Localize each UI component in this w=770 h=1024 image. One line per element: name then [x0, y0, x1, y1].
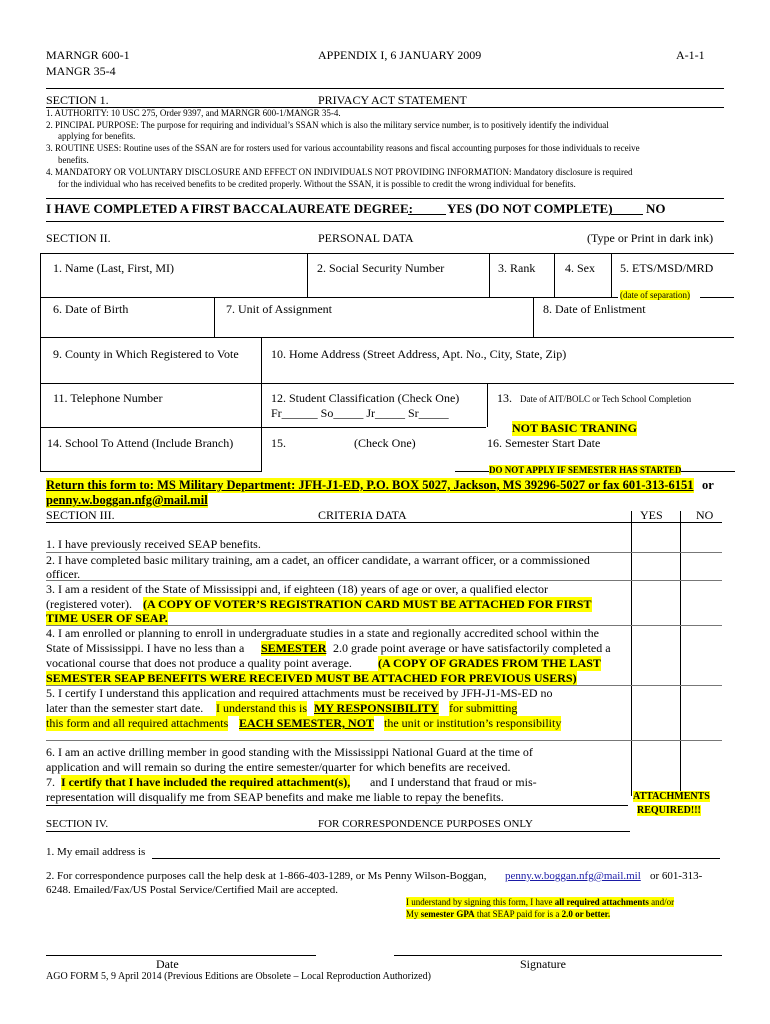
c2-sep	[46, 580, 722, 581]
section2-title: PERSONAL DATA	[318, 231, 414, 245]
privacy-item-2-cont: applying for benefits.	[58, 131, 136, 141]
appendix-title: APPENDIX I, 6 JANUARY 2009	[318, 48, 482, 62]
attachments-required-badge-cont: REQUIRED!!!	[637, 805, 701, 816]
enlistment-field[interactable]: 8. Date of Enlistment	[543, 302, 646, 316]
criterion-5-line2-b: I understand this is	[216, 701, 307, 715]
c5-sep	[46, 740, 722, 741]
signature-label: Signature	[520, 957, 566, 971]
criterion-7-cont: representation will disqualify me from SEAP benefits and make me liable to repay the benefits.	[46, 790, 504, 804]
criterion-5: 5. I certify I understand this application and required attachments must be received by JFH-J1-MS-ED no	[46, 686, 553, 700]
privacy-item-3-cont: benefits.	[58, 155, 89, 165]
row1-sep-a	[307, 253, 308, 297]
ait-note: NOT BASIC TRANING	[512, 421, 637, 435]
section3-label: SECTION III.	[46, 508, 115, 522]
section1-label: SECTION 1.	[46, 93, 109, 107]
page-number: A-1-1	[676, 48, 705, 62]
ets-field[interactable]: 5. ETS/MSD/MRD	[620, 261, 714, 275]
row2-sep-a	[214, 297, 215, 337]
row3-sep-a	[261, 337, 262, 471]
date-line[interactable]	[46, 955, 316, 956]
address-field[interactable]: 10. Home Address (Street Address, Apt. No., City, State, Zip)	[271, 347, 567, 361]
row5-bottom-left	[40, 471, 262, 472]
form-footer: AGO FORM 5, 9 April 2014 (Previous Editions are Obsolete – Local Reproduction Authorized)	[46, 971, 431, 982]
return-instructions: Return this form to: MS Military Department: JFH-J1-ED, P.O. BOX 5027, Jackson, MS 39296-5027 or fax 601-313-6151	[46, 478, 694, 492]
regulation-number-2: MANGR 35-4	[46, 64, 116, 78]
section1-title: PRIVACY ACT STATEMENT	[318, 93, 467, 107]
privacy-item-4: 4. MANDATORY OR VOLUNTARY DISCLOSURE AND EFFECT ON INDIVIDUALS NOT PROVIDING INFORMATION: Mandatory disclosure is required	[46, 167, 633, 177]
unit-field[interactable]: 7. Unit of Assignment	[226, 302, 333, 316]
criterion-1: 1. I have previously received SEAP benefits.	[46, 537, 261, 551]
row1-bottom	[40, 297, 618, 298]
each-semester-emphasis: EACH SEMESTER, NOT	[239, 716, 375, 730]
criteria-header-divider	[46, 522, 722, 523]
criterion-4-line3: vocational course that does not produce a quality point average.	[46, 656, 352, 670]
school-field[interactable]: 14. School To Attend (Include Branch)	[47, 436, 234, 450]
ack-text-c: and/or	[651, 897, 675, 907]
date-label: Date	[156, 957, 179, 971]
privacy-item-3: 3. ROUTINE USES: Routine uses of the SSAN are for rosters used for various accountability reasons and fiscal accounting purposes for those individuals to receive	[46, 143, 640, 153]
yes-column-border	[631, 511, 632, 796]
grades-requirement-cont: SEMESTER SEAP BENEFITS WERE RECEIVED MUST BE ATTACHED FOR PREVIOUS USERS)	[46, 671, 577, 685]
semester-warning: DO NOT APPLY IF SEMESTER HAS STARTED	[489, 465, 682, 475]
email-label: 1. My email address is	[46, 846, 146, 858]
semester-emphasis: SEMESTER	[261, 641, 327, 655]
row4-bottom	[40, 427, 486, 428]
criterion-3: 3. I am a resident of the State of Mississippi and, if eighteen (18) years of age or over, a qualified elector	[46, 582, 549, 596]
return-or: or	[702, 478, 714, 492]
degree-yes-label: YES (DO NOT COMPLETE)	[447, 201, 613, 216]
correspondence-phone: or 601-313-	[650, 870, 703, 882]
correspondence-methods: 6248. Emailed/Fax/US Postal Service/Certified Mail are accepted.	[46, 884, 339, 896]
degree-divider	[46, 221, 724, 222]
criterion-4-line2-b: 2.0 grade point average or have satisfactorily completed a	[333, 641, 611, 655]
ets-note: (date of separation)	[620, 290, 690, 300]
row4-sep-a	[487, 383, 488, 427]
phone-field[interactable]: 11. Telephone Number	[53, 391, 163, 405]
signature-acknowledgement	[406, 897, 674, 907]
personal-data-left-border	[40, 253, 41, 471]
ack-text-b: all required attachments	[554, 897, 649, 907]
section4-title: FOR CORRESPONDENCE PURPOSES ONLY	[318, 818, 533, 830]
degree-no-label: NO	[646, 201, 666, 216]
criterion-2-cont: officer.	[46, 567, 81, 581]
section2-note: (Type or Print in dark ink)	[587, 231, 714, 245]
section4-label: SECTION IV.	[46, 818, 109, 830]
criterion-3-cont: (registered voter).	[46, 597, 132, 611]
email-input-line[interactable]	[152, 858, 720, 859]
row1-sep-c	[554, 253, 555, 297]
criterion-6: 6. I am an active drilling member in good standing with the Mississippi National Guard at the time of	[46, 745, 533, 759]
return-email[interactable]: penny.w.boggan.nfg@mail.mil	[46, 493, 208, 507]
privacy-item-4-cont: for the individual who has received benefits to be credited properly. Without the SSAN, it is possible to credit the wrong individual for benefits.	[58, 179, 576, 189]
criterion-5-line2-c: for submitting	[449, 701, 518, 715]
gpa-acknowledgement	[406, 909, 610, 919]
degree-yes-blank[interactable]	[408, 214, 446, 215]
ait-field[interactable]: Date of AIT/BOLC or Tech School Completion	[520, 394, 692, 404]
gpa-text-c: that SEAP paid for is a	[476, 909, 560, 919]
correspondence-email-link[interactable]: penny.w.boggan.nfg@mail.mil	[505, 870, 641, 882]
attachments-required-badge: ATTACHMENTS	[633, 791, 710, 802]
rank-field[interactable]: 3. Rank	[498, 261, 536, 275]
personal-data-top-border	[40, 253, 734, 254]
section4-divider	[46, 831, 630, 832]
row1-bottom-right	[700, 297, 734, 298]
field-15-number: 15.	[271, 436, 286, 450]
gpa-text-a: My	[406, 909, 419, 919]
ait-number: 13.	[497, 391, 512, 405]
grades-requirement: (A COPY OF GRADES FROM THE LAST	[378, 656, 601, 670]
gpa-text-d: 2.0 or better.	[561, 909, 611, 919]
row3-bottom	[40, 383, 734, 384]
voter-registration-requirement: (A COPY OF VOTER’S REGISTRATION CARD MUST BE ATTACHED FOR FIRST	[143, 597, 592, 611]
gpa-text-b: semester GPA	[420, 909, 475, 919]
no-column-border	[680, 511, 681, 796]
privacy-divider	[46, 198, 724, 199]
criterion-4: 4. I am enrolled or planning to enroll in undergraduate studies in a state and regionally accredited school within the	[46, 626, 599, 640]
sex-field[interactable]: 4. Sex	[565, 261, 595, 275]
semester-start-field[interactable]: 16. Semester Start Date	[487, 436, 601, 450]
section2-label: SECTION II.	[46, 231, 111, 245]
criterion-7-number: 7.	[46, 775, 55, 789]
section3-title: CRITERIA DATA	[318, 508, 407, 522]
responsibility-emphasis: MY RESPONSIBILITY	[314, 701, 439, 715]
row1-sep-b	[489, 253, 490, 297]
privacy-item-1: 1. AUTHORITY: 10 USC 275, Order 9397, and MARNGR 600-1/MANGR 35-4.	[46, 108, 341, 118]
criterion-4-line2-a: State of Mississippi. I have no less than a	[46, 641, 245, 655]
criterion-5-line3-a: this form and all required attachments	[46, 716, 229, 730]
ssn-field[interactable]: 2. Social Security Number	[317, 261, 445, 275]
criterion-5-line2-a: later than the semester start date.	[46, 701, 204, 715]
attachment-certification: I certify that I have included the required attachment(s),	[61, 775, 351, 789]
regulation-number: MARNGR 600-1	[46, 48, 130, 62]
yes-column-header: YES	[640, 508, 663, 522]
c7-sep	[46, 805, 628, 806]
row2-bottom	[40, 337, 734, 338]
ack-text-a: I understand by signing this form, I have	[406, 897, 553, 907]
voter-registration-requirement-cont: TIME USER OF SEAP.	[46, 611, 168, 625]
criterion-6-cont: application and will remain so during the entire semester/quarter for which benefits are received.	[46, 760, 511, 774]
criterion-7-line1: and I understand that fraud or mis-	[370, 775, 537, 789]
row2-sep-b	[533, 297, 534, 337]
criterion-2: 2. I have completed basic military training, am a cadet, an officer candidate, a warrant officer, or a commissioned	[46, 553, 590, 567]
header-divider	[46, 88, 724, 89]
row1-sep-d	[611, 253, 612, 297]
correspondence-info: 2. For correspondence purposes call the help desk at 1-866-403-1289, or Ms Penny Wilson-Boggan,	[46, 870, 487, 882]
dob-field[interactable]: 6. Date of Birth	[53, 302, 129, 316]
degree-question: I HAVE COMPLETED A FIRST BACCALAUREATE DEGREE:	[46, 201, 413, 216]
name-field[interactable]: 1. Name (Last, First, MI)	[53, 261, 174, 275]
county-field[interactable]: 9. County in Which Registered to Vote	[53, 347, 239, 361]
classification-options[interactable]: Fr______ So_____ Jr_____ Sr_____	[271, 406, 449, 420]
criterion-5-line3-b: the unit or institution’s responsibility	[384, 716, 562, 730]
classification-field: 12. Student Classification (Check One)	[271, 391, 460, 405]
no-column-header: NO	[696, 508, 714, 522]
signature-line[interactable]	[394, 955, 722, 956]
degree-no-blank[interactable]	[611, 214, 643, 215]
privacy-item-2: 2. PINCIPAL PURPOSE: The purpose for requiring and individual’s SSAN which is also the military service number, is to positively identify the individual	[46, 120, 609, 130]
field-15-check[interactable]: (Check One)	[354, 436, 416, 450]
